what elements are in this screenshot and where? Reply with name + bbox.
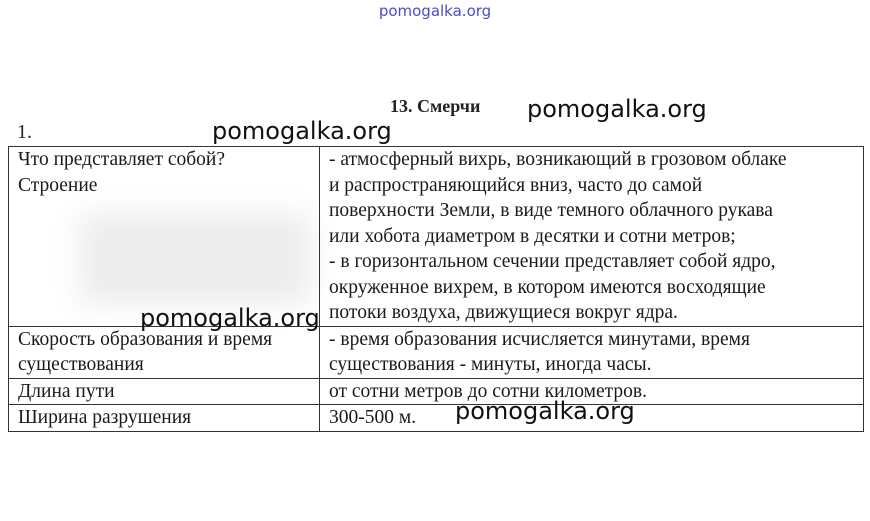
item-number: 1. [17, 121, 32, 143]
tornado-table [8, 146, 864, 432]
table-cell-value [320, 326, 864, 378]
table-row [9, 326, 864, 378]
cell-line: существования - минуты, иногда часы. [329, 354, 652, 375]
table-cell-label [9, 326, 320, 378]
table-cell-label [9, 378, 320, 405]
cell-line: окруженное вихрем, в котором имеются восходящие [329, 276, 766, 298]
watermark: pomogalka.org [140, 304, 320, 332]
cell-line: потоки воздуха, движущиеся вокруг ядра. [329, 302, 678, 323]
page-title: 13. Смерчи [390, 96, 481, 116]
watermark-top: pomogalka.org [378, 2, 492, 20]
table-row [9, 147, 864, 327]
cell-line: - атмосферный вихрь, возникающий в грозовом облаке [329, 149, 787, 170]
cell-line: и распространяющийся вниз, часто до самой [329, 174, 703, 196]
table-cell-value [320, 147, 864, 327]
table-cell-label [9, 147, 320, 327]
watermark: pomogalka.org [212, 117, 392, 145]
cell-line: 300-500 м. [329, 407, 417, 428]
watermark: pomogalka.org [455, 397, 635, 425]
cell-line: - время образования исчисляется минутами, время [329, 328, 750, 350]
cell-line: Что представляет собой? [18, 149, 226, 170]
cell-line: - в горизонтальном сечении представляет собой ядро, [329, 251, 776, 272]
cell-line: от сотни метров до сотни километров. [329, 380, 647, 402]
table-row [9, 378, 864, 405]
cell-line: существования [18, 354, 144, 375]
cell-line: поверхности Земли, в виде темного облачного рукава [329, 200, 773, 221]
cell-line: или хобота диаметром в десятки и сотни метров; [329, 225, 736, 247]
table-row [9, 405, 864, 432]
cell-line: Ширина разрушения [18, 407, 192, 428]
watermark: pomogalka.org [527, 95, 707, 123]
cell-line: Длина пути [18, 380, 115, 402]
table-cell-label [9, 405, 320, 432]
cell-line: Скорость образования и время [18, 328, 273, 350]
cell-line: Строение [18, 174, 98, 196]
